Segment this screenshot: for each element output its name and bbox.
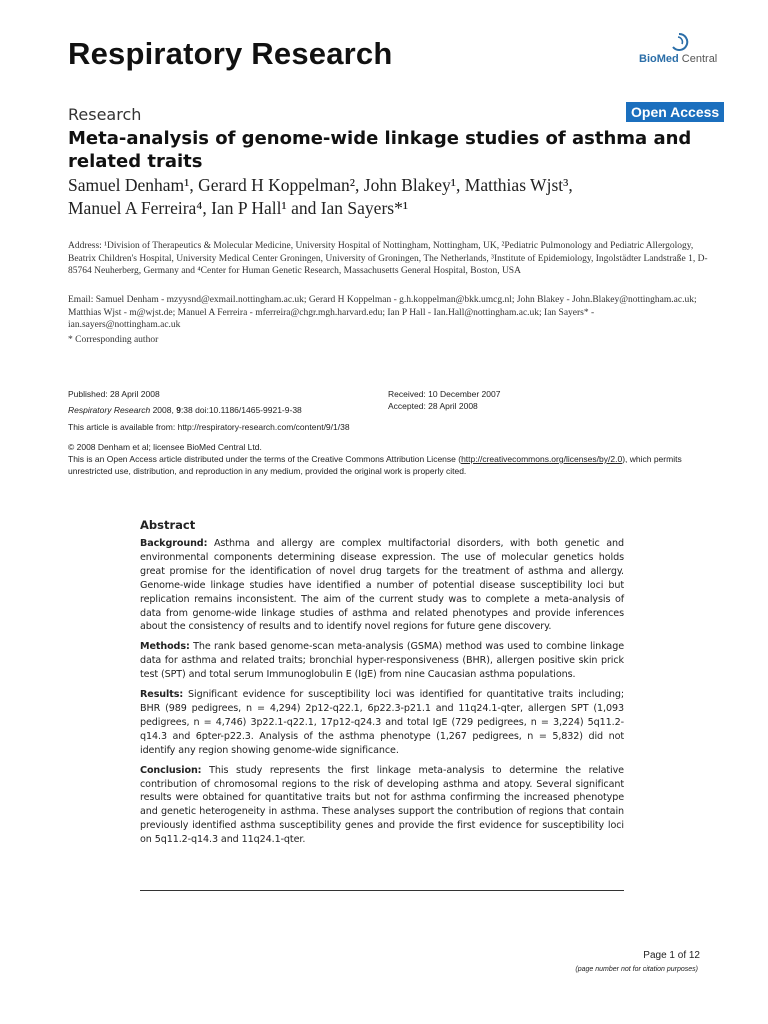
article-url[interactable]: This article is available from: http://respiratory-research.com/content/9/1/38 [68,422,350,432]
author-line: Samuel Denham¹, Gerard H Koppelman², John Blakey¹, Matthias Wjst³, [68,175,573,195]
journal-title: Respiratory Research [68,36,393,71]
abstract [140,518,624,853]
email-list: Email: Samuel Denham - mzyysnd@exmail.nottingham.ac.uk; Gerard H Koppelman - g.h.koppelman@bkk.umcg.nl; John Blakey - John.Blakey@nottingham.ac.uk; Matthias Wjst - m@wjst.de; Manuel A Ferreira - mferreira@chgr.mgh.harvard.edu; Ian P Hall - Ian.Hall@nottingham.ac.uk; Ian Sayers* - ian.sayers@nottingham.ac.uk [68,295,697,330]
open-access-badge: Open Access [626,102,724,122]
publisher-logo[interactable] [639,30,739,70]
publisher-logo-text: BioMed Central [639,53,718,65]
author-list [68,174,718,220]
abstract-results: Results: Significant evidence for susceptibility loci was identified for quantitative traits including; BHR (989 pedigrees, n = 4,294) 2p12-q22.1, 6p22.3-p21.1 and 11q24.1-qter, allergen SPT (1,093 pedigrees, n = 4,746) 3p22.1-q22.1, 17p12-q24.3 and total IgE (729 pedigrees, n = 3,224) 5q11.2-q14.3 and 6pter-p22.3. Analysis of the asthma phenotype (1,267 pedigrees, n = 5,832) did not identify any region showing genome-wide significance. [140,689,624,756]
corresponding-author-note: * Corresponding author [68,335,159,345]
license-text: This is an Open Access article distributed under the terms of the Creative Commons Attribution License (http://creativecommons.org/licenses/by/2.0), which permits unrestricted use, distribution, and reproduction in any medium, provided the original work is properly cited. [68,454,682,476]
abstract-heading: Abstract [140,518,196,532]
page-number: Page 1 of 12 [643,950,700,961]
author-line: Manuel A Ferreira⁴, Ian P Hall¹ and Ian Sayers*¹ [68,198,409,218]
abstract-methods: Methods: The rank based genome-scan meta-analysis (GSMA) method was used to combine linkage data for asthma and related traits; bronchial hyper-responsiveness (BHR), allergen positive skin prick test (SPT) and total serum Immunoglobulin E (IgE) from nine Caucasian asthma populations. [140,641,624,681]
section-label: Research [68,105,142,124]
license-link[interactable]: http://creativecommons.org/licenses/by/2.0 [461,454,623,464]
abstract-background: Background: Asthma and allergy are complex multifactorial disorders, with both genetic and environmental components determining disease expression. The use of molecular genetics holds great promise for the identification of novel drug targets for the treatment of asthma and allergy. Genome-wide linkage studies have identified a number of potential disease susceptibility loci but replication remains inconsistent. The aim of the current study was to complete a meta-analysis of data from genome-wide linkage studies of asthma and related phenotypes and provide inferences about the consistency of results and to identify novel regions for future gene discovery. [140,538,624,633]
received-date: Received: 10 December 2007 [388,389,501,399]
citation: Respiratory Research 2008, 9:38 doi:10.1186/1465-9921-9-38 [68,405,302,415]
accepted-date: Accepted: 28 April 2008 [388,401,478,411]
abstract-divider [140,890,624,891]
article-title: Meta-analysis of genome-wide linkage studies of asthma and related traits [68,128,692,172]
biomed-central-logo-icon [669,32,689,52]
affiliations: Address: ¹Division of Therapeutics & Molecular Medicine, University Hospital of Nottingham, Nottingham, UK, ²Pediatric Pulmonology and Pediatric Allergology, Beatrix Children's Hospital, University Medical Center Groningen, University of Groningen, The Netherlands, ³Institute of Epidemiology, Ingolstädter Landstraße 1, D-85764 Neuherberg, Germany and ⁴Center for Human Genetic Research, Massachusetts General Hospital, Boston, USA [68,241,708,276]
page-number-note: (page number not for citation purposes) [575,966,698,973]
copyright: © 2008 Denham et al; licensee BioMed Central Ltd. [68,442,262,452]
published-date: Published: 28 April 2008 [68,389,160,399]
abstract-conclusion: Conclusion: This study represents the first linkage meta-analysis to determine the relative contribution of chromosomal regions to the risk of developing asthma and atopy. Several significant results were obtained for quantitative traits but not for asthma confirming the increased phenotype and genetic heterogeneity in asthma. These analyses support the contribution of regions that contain previously identified asthma susceptibility genes and provide the first evidence for susceptibility loci on 5q11.2-q14.3 and 11q24.1-qter. [140,764,624,846]
